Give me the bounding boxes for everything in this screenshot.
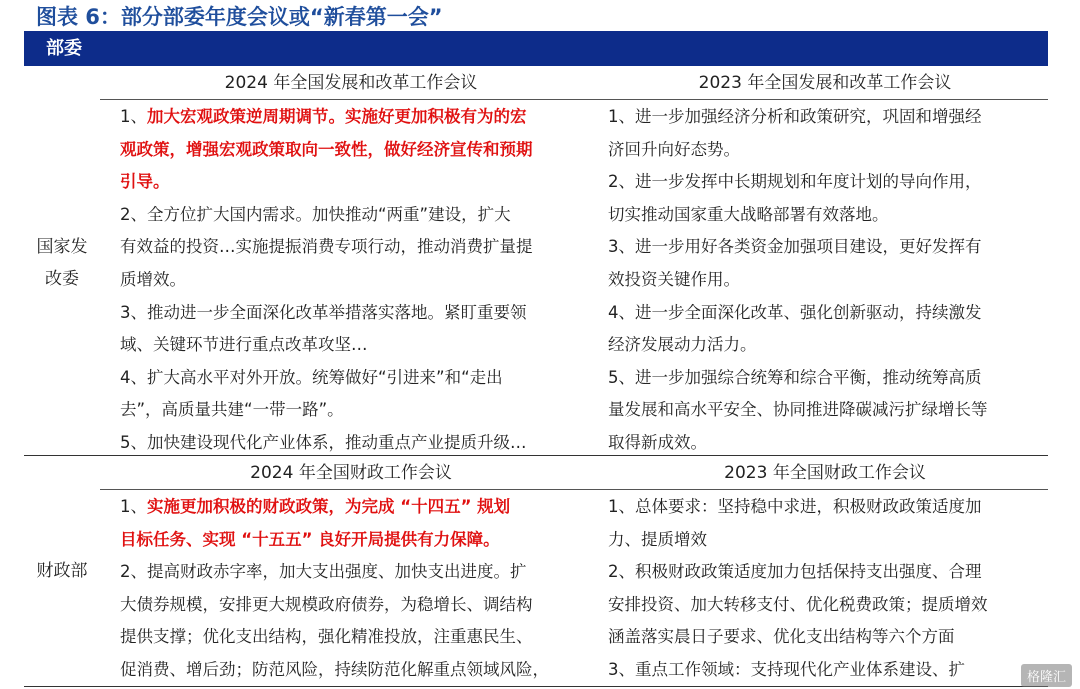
- text-line: [120, 134, 596, 167]
- text-segment: 提供支撑；优化支出结构，强化精准投放，注重惠民生、: [120, 627, 533, 647]
- text-line: [120, 362, 596, 395]
- text-segment: 促消费、增后劲；防范风险，持续防范化解重点领域风险，: [120, 659, 549, 679]
- text-line: 济回升向好态势。: [608, 139, 740, 159]
- cell-2024-content: [120, 101, 596, 460]
- text-segment: 域、关键环节进行重点改革攻坚…: [120, 335, 368, 355]
- column-title-2024: 2024 年全国发展和改革工作会议: [224, 73, 478, 93]
- section-divider: [24, 455, 1048, 456]
- text-line: 4、进一步全面深化改革、强化创新驱动，持续激发: [608, 302, 982, 322]
- text-line: [120, 297, 596, 330]
- department-label-line: 改委: [45, 269, 79, 289]
- text-line: [120, 166, 596, 199]
- text-segment: 大债券规模，安排更大规模政府债券，为稳增长、调结构: [120, 594, 533, 614]
- text-line: [120, 621, 596, 654]
- text-line: 涵盖落实晨日子要求、优化支出结构等六个方面: [608, 627, 955, 647]
- highlighted-text: 观政策，增强宏观政策取向一致性，做好经济宣传和预期: [120, 139, 533, 159]
- highlighted-text: 实施更加积极的财政政策，为完成 “十四五” 规划: [147, 497, 511, 516]
- header-label: 部委: [46, 38, 82, 59]
- text-line: [120, 101, 596, 134]
- watermark: 格隆汇: [1021, 664, 1072, 687]
- text-segment: 2、全方位扩大国内需求。加快推动“两重”建设，扩大: [120, 204, 511, 224]
- text-line: 5、进一步加强综合统筹和综合平衡，推动统筹高质: [608, 367, 982, 387]
- header-rule: [100, 99, 1048, 100]
- text-line: [120, 589, 596, 622]
- text-line: 2、积极财政政策适度加力包括保持支出强度、合理: [608, 562, 982, 582]
- text-segment: 5、加快建设现代化产业体系，推动重点产业提质升级…: [120, 432, 527, 452]
- figure-title: 图表 6：部分部委年度会议或“新春第一会”: [36, 5, 443, 29]
- text-segment: 3、推动进一步全面深化改革举措落实落地。紧盯重要领: [120, 302, 527, 322]
- text-line: [120, 199, 596, 232]
- highlighted-text: 目标任务、实现 “十五五” 良好开局提供有力保障。: [120, 529, 500, 549]
- section-ndrc: [24, 67, 1048, 455]
- text-line: 1、总体要求：坚持稳中求进，积极财政政策适度加: [608, 497, 982, 516]
- text-segment: 质增效。: [120, 269, 186, 289]
- text-line: [120, 524, 596, 557]
- column-title-2023: 2023 年全国财政工作会议: [724, 463, 926, 483]
- text-line: 3、进一步用好各类资金加强项目建设，更好发挥有: [608, 237, 982, 257]
- text-segment: 1、: [120, 107, 147, 126]
- text-line: 切实推动国家重大战略部署有效落地。: [608, 204, 889, 224]
- highlighted-text: 加大宏观政策逆周期调节。实施好更加积极有为的宏: [147, 107, 527, 126]
- column-title-2024: 2024 年全国财政工作会议: [250, 463, 452, 483]
- text-line: 效投资关键作用。: [608, 269, 740, 289]
- text-segment: 4、扩大高水平对外开放。统筹做好“引进来”和“走出: [120, 367, 503, 387]
- table-header-bar: [24, 31, 1048, 66]
- department-label-line: 国家发: [36, 237, 88, 257]
- text-line: 力、提质增效: [608, 529, 707, 549]
- text-line: [120, 654, 596, 687]
- text-line: 安排投资、加大转移支付、优化税费政策；提质增效: [608, 594, 988, 614]
- text-line: 取得新成效。: [608, 432, 707, 452]
- text-line: 量发展和高水平安全、协同推进降碳减污扩绿增长等: [608, 400, 988, 420]
- department-label-line: 财政部: [36, 561, 88, 581]
- text-line: [120, 231, 596, 264]
- table-bottom-rule: [24, 686, 1048, 687]
- text-line: [120, 556, 596, 589]
- highlighted-text: 引导。: [120, 172, 170, 192]
- column-title-2023: 2023 年全国发展和改革工作会议: [698, 73, 952, 93]
- cell-2023-content: [608, 101, 1048, 460]
- text-segment: 有效益的投资…实施提振消费专项行动，推动消费扩量提: [120, 237, 533, 257]
- department-label: [24, 555, 100, 587]
- cell-2023-content: [608, 491, 1048, 687]
- text-line: 2、进一步发挥中长期规划和年度计划的导向作用，: [608, 172, 982, 192]
- text-line: [120, 491, 596, 524]
- cell-2024-content: [120, 491, 596, 687]
- text-line: [120, 394, 596, 427]
- text-line: 1、进一步加强经济分析和政策研究，巩固和增强经: [608, 107, 982, 126]
- text-segment: 2、提高财政赤字率，加大支出强度、加快支出进度。扩: [120, 562, 527, 582]
- text-line: 3、重点工作领域：支持现代化产业体系建设、扩: [608, 659, 965, 679]
- section-mof: [24, 457, 1048, 689]
- text-line: [120, 329, 596, 362]
- text-line: [120, 264, 596, 297]
- department-label: [24, 231, 100, 295]
- text-line: 经济发展动力活力。: [608, 335, 757, 355]
- text-segment: 去”，高质量共建“一带一路”。: [120, 400, 344, 420]
- text-segment: 1、: [120, 497, 147, 516]
- header-rule: [100, 489, 1048, 490]
